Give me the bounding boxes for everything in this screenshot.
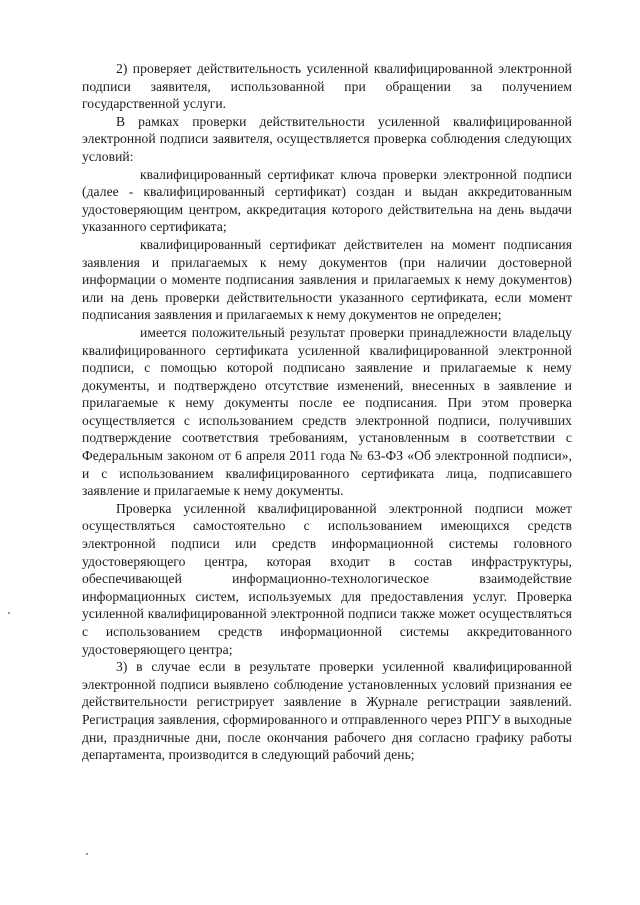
- condition-certificate-issued: квалифицированный сертификат ключа проверки электронной подписи (далее - квалифицированный сертификат) создан и выдан аккредитованным удостоверяющим центром, аккредитация которого действительна на день выдачи указанного сертификата;: [82, 166, 572, 235]
- paragraph-item-2: 2) проверяет действительность усиленной квалифицированной электронной подписи заявителя, использованной при обращении за получением государственной услуги.: [82, 61, 572, 112]
- condition-signature-check-result: имеется положительный результат проверки принадлежности владельцу квалифицированного сертификата усиленной квалифицированной электронной подписи, с помощью которой подписано заявление и прилагаемые к нему документы, и подтверждено отсутствие изменений, внесенных в заявление и прилагаемые к нему документы после ее подписания. При этом проверка осуществляется с использованием средств электронной подписи, получивших подтверждение соответствия требованиям, установленным в соответствии с Федеральным законом от 6 апреля 2011 года № 63-ФЗ «Об электронной подписи», и с использованием квалифицированного сертификата лица, подписавшего заявление и прилагаемые к нему документы.: [82, 324, 572, 499]
- condition-certificate-valid: квалифицированный сертификат действителен на момент подписания заявления и прилагаемых к нему документов (при наличии достоверной информации о моменте подписания заявления и прилагаемых к нему документов) или на день проверки действительности указанного сертификата, если момент подписания заявления и прилагаемых к нему документов не определен;: [82, 236, 572, 323]
- scan-speck: [86, 853, 88, 855]
- paragraph-item-3: 3) в случае если в результате проверки усиленной квалифицированной электронной подписи выявлено соблюдение установленных условий признания ее действительности регистрирует заявление в Журнале регистрации заявлений. Регистрация заявления, сформированного и отправленного через РПГУ в выходные дни, праздничные дни, после окончания рабочего дня согласно графику работы департамента, производится в следующий рабочий день;: [82, 659, 572, 763]
- document-page: [82, 60, 572, 764]
- scan-speck: [8, 612, 10, 614]
- paragraph-verification-methods: Проверка усиленной квалифицированной электронной подписи может осуществляться самостоятельно с использованием имеющихся средств электронной подписи или средств информационной системы головного удостоверяющего центра, которая входит в состав инфраструктуры, обеспечивающей информационно-технологическое взаимодействие информационных систем, используемых для предоставления услуг. Проверка усиленной квалифицированной электронной подписи также может осуществляться с использованием средств информационной системы аккредитованного удостоверяющего центра;: [82, 500, 572, 657]
- paragraph-validity-check-intro: В рамках проверки действительности усиленной квалифицированной электронной подписи заявителя, осуществляется проверка соблюдения следующих условий:: [82, 113, 572, 164]
